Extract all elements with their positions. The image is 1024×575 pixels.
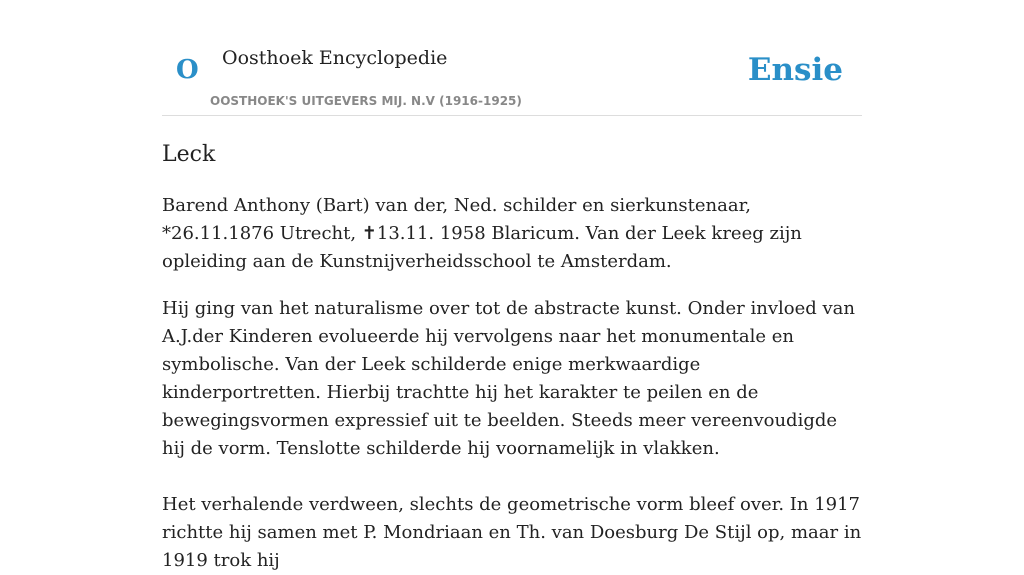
source-header: [162, 0, 862, 116]
source-logo[interactable]: O: [176, 55, 199, 85]
brand-logo[interactable]: Ensie: [747, 52, 843, 88]
article-title: Leck: [162, 142, 216, 167]
article-paragraph: Hij ging van het naturalisme over tot de abstracte kunst. Onder invloed van A.J.der Kinderen evolueerde hij vervolgens naar het monumentale en symbolische. Van der Leek schilderde enige merkwaardige kinderportretten. Hierbij trachtte hij het karakter te peilen en de bewegingsvormen expressief uit te beelden. Steeds meer vereenvoudigde hij de vorm. Tenslotte schilderde hij voornamelijk in vlakken.: [162, 298, 855, 459]
article-paragraph: Barend Anthony (Bart) van der, Ned. schilder en sierkunstenaar, *26.11.1876 Utrecht, ✝13.11. 1958 Blaricum. Van der Leek kreeg zijn opleiding aan de Kunstnijverheidsschool te Amsterdam.: [162, 195, 802, 272]
article-paragraph: Het verhalende verdween, slechts de geometrische vorm bleef over. In 1917 richtte hij samen met P. Mondriaan en Th. van Doesburg De Stijl op, maar in 1919 trok hij: [162, 494, 862, 571]
source-title[interactable]: Oosthoek Encyclopedie: [222, 47, 448, 69]
source-publisher: OOSTHOEK'S UITGEVERS MIJ. N.V (1916-1925): [210, 94, 522, 108]
page-content: [162, 0, 862, 575]
